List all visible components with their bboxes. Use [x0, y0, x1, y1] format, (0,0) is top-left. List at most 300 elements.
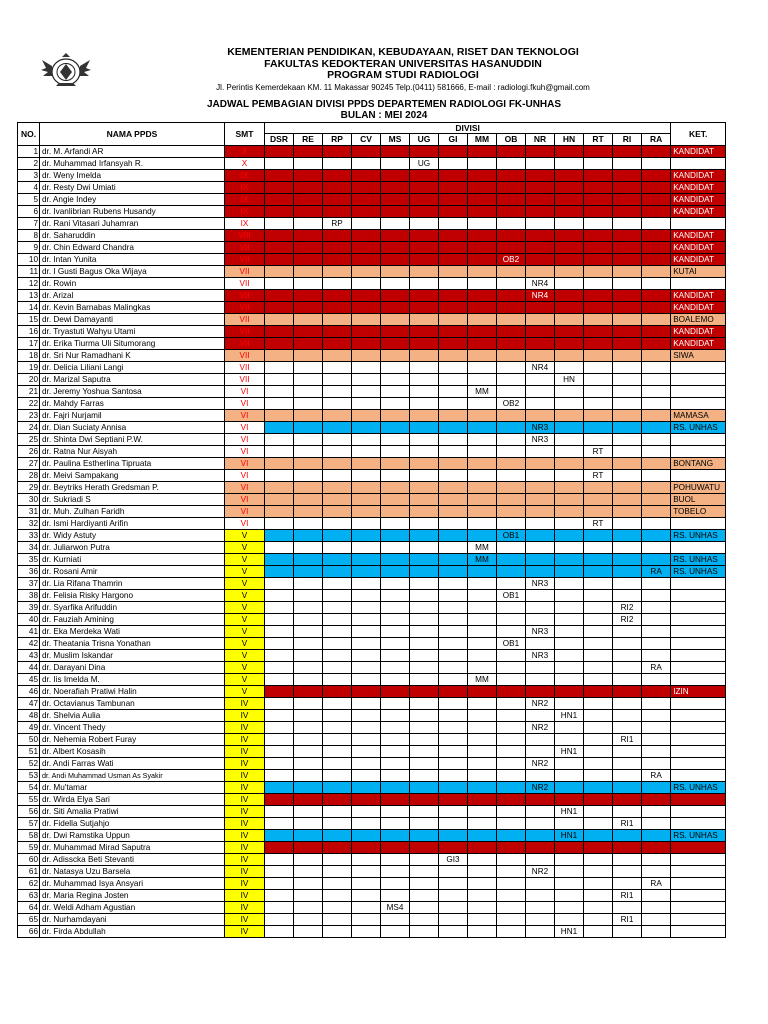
- division-cell: [381, 638, 410, 650]
- resident-name: dr. Andi Muhammad Usman As Syakir: [40, 770, 225, 782]
- division-cell: [294, 434, 323, 446]
- division-cell: [294, 710, 323, 722]
- division-cell: [584, 290, 613, 302]
- table-row: [18, 206, 726, 218]
- schedule-table: [17, 122, 726, 938]
- resident-name: dr. Mahdy Farras: [40, 398, 225, 410]
- division-cell: [584, 482, 613, 494]
- division-cell: [410, 290, 439, 302]
- division-cell: [497, 314, 526, 326]
- division-cell: [410, 170, 439, 182]
- division-cell: [323, 542, 352, 554]
- division-cell: [381, 338, 410, 350]
- table-row: [18, 518, 726, 530]
- resident-name: dr. Fidella Sutjahjo: [40, 818, 225, 830]
- division-cell: [323, 458, 352, 470]
- ministry-name: KEMENTERIAN PENDIDIKAN, KEBUDAYAAN, RISET DAN TEKNOLOGI: [227, 46, 579, 58]
- division-cell: [381, 590, 410, 602]
- division-cell: [265, 902, 294, 914]
- division-cell: [642, 866, 671, 878]
- remark-cell: [671, 914, 726, 926]
- division-cell: [555, 686, 584, 698]
- header-division-rp: RP: [323, 134, 352, 146]
- division-cell: [497, 242, 526, 254]
- division-cell: [468, 434, 497, 446]
- division-cell: [294, 926, 323, 938]
- division-cell: [410, 446, 439, 458]
- division-cell: [468, 218, 497, 230]
- division-cell: [410, 230, 439, 242]
- division-cell: [265, 866, 294, 878]
- division-cell: [642, 506, 671, 518]
- remark-cell: [671, 926, 726, 938]
- division-cell: [410, 206, 439, 218]
- division-cell: [352, 326, 381, 338]
- division-cell: [410, 830, 439, 842]
- resident-name: dr. Iis Imelda M.: [40, 674, 225, 686]
- division-cell: [497, 218, 526, 230]
- division-cell: [497, 422, 526, 434]
- semester-cell: IV: [225, 710, 265, 722]
- division-cell: [265, 410, 294, 422]
- division-cell: [497, 818, 526, 830]
- header-division-cv: CV: [352, 134, 381, 146]
- division-cell: [439, 914, 468, 926]
- division-cell: [526, 302, 555, 314]
- table-row: [18, 890, 726, 902]
- resident-name: dr. Kevin Barnabas Malingkas: [40, 302, 225, 314]
- table-row: [18, 926, 726, 938]
- division-cell: [294, 326, 323, 338]
- division-cell: [584, 314, 613, 326]
- division-cell: [323, 338, 352, 350]
- division-cell: [352, 746, 381, 758]
- division-cell: [410, 674, 439, 686]
- division-cell: [642, 482, 671, 494]
- division-cell: [323, 770, 352, 782]
- row-number: 26: [18, 446, 40, 458]
- division-cell: [294, 890, 323, 902]
- row-number: 27: [18, 458, 40, 470]
- table-row: [18, 158, 726, 170]
- division-cell: [613, 182, 642, 194]
- division-cell: [265, 302, 294, 314]
- division-cell: [381, 158, 410, 170]
- division-cell: [439, 182, 468, 194]
- division-cell: [497, 518, 526, 530]
- division-cell: [584, 422, 613, 434]
- division-cell: [584, 206, 613, 218]
- division-cell: [410, 818, 439, 830]
- division-cell: [497, 722, 526, 734]
- division-cell: [381, 686, 410, 698]
- division-cell: [468, 734, 497, 746]
- division-cell: [352, 866, 381, 878]
- division-cell: [381, 734, 410, 746]
- division-cell: [439, 254, 468, 266]
- division-assignment: HN1: [555, 926, 584, 938]
- division-cell: [613, 770, 642, 782]
- semester-cell: VI: [225, 518, 265, 530]
- division-cell: [642, 278, 671, 290]
- division-cell: [381, 242, 410, 254]
- division-cell: [381, 206, 410, 218]
- division-cell: [381, 266, 410, 278]
- division-cell: [613, 650, 642, 662]
- division-cell: [352, 686, 381, 698]
- division-cell: [265, 746, 294, 758]
- division-cell: [584, 566, 613, 578]
- division-cell: [468, 410, 497, 422]
- remark-cell: [671, 626, 726, 638]
- division-assignment: NR2: [526, 722, 555, 734]
- division-cell: [468, 242, 497, 254]
- division-cell: [642, 818, 671, 830]
- division-cell: [526, 830, 555, 842]
- division-cell: [555, 482, 584, 494]
- division-assignment: UG: [410, 158, 439, 170]
- division-cell: [294, 878, 323, 890]
- division-cell: [381, 806, 410, 818]
- division-cell: [323, 722, 352, 734]
- division-cell: [265, 326, 294, 338]
- table-row: [18, 602, 726, 614]
- division-cell: [584, 674, 613, 686]
- division-cell: [613, 314, 642, 326]
- division-cell: [439, 734, 468, 746]
- division-cell: [526, 326, 555, 338]
- division-cell: [323, 902, 352, 914]
- division-cell: [584, 818, 613, 830]
- remark-cell: POHUWATU: [671, 482, 726, 494]
- semester-cell: IV: [225, 926, 265, 938]
- division-cell: [265, 890, 294, 902]
- table-row: [18, 638, 726, 650]
- division-cell: [381, 650, 410, 662]
- division-cell: [497, 602, 526, 614]
- division-cell: [352, 158, 381, 170]
- resident-name: dr. Rani Vitasari Juhamran: [40, 218, 225, 230]
- division-cell: [265, 554, 294, 566]
- division-cell: [410, 278, 439, 290]
- semester-cell: V: [225, 602, 265, 614]
- division-cell: [439, 158, 468, 170]
- division-cell: [265, 818, 294, 830]
- resident-name: dr. Juliarwon Putra: [40, 542, 225, 554]
- division-cell: [555, 614, 584, 626]
- division-cell: [265, 806, 294, 818]
- division-cell: [265, 290, 294, 302]
- division-assignment: MM: [468, 674, 497, 686]
- division-cell: [352, 230, 381, 242]
- table-row: [18, 866, 726, 878]
- division-cell: [352, 770, 381, 782]
- semester-cell: IV: [225, 794, 265, 806]
- semester-cell: VII: [225, 362, 265, 374]
- row-number: 9: [18, 242, 40, 254]
- division-cell: [555, 518, 584, 530]
- division-cell: [352, 470, 381, 482]
- remark-cell: [671, 386, 726, 398]
- division-cell: [584, 542, 613, 554]
- division-cell: [265, 566, 294, 578]
- division-assignment: MM: [468, 542, 497, 554]
- division-cell: [323, 362, 352, 374]
- division-cell: [439, 782, 468, 794]
- division-cell: [584, 362, 613, 374]
- division-cell: [468, 722, 497, 734]
- table-row: [18, 818, 726, 830]
- division-cell: [555, 854, 584, 866]
- division-cell: [468, 230, 497, 242]
- division-cell: [410, 530, 439, 542]
- division-cell: [352, 278, 381, 290]
- division-cell: [526, 674, 555, 686]
- semester-cell: VII: [225, 266, 265, 278]
- division-cell: [613, 638, 642, 650]
- division-cell: [613, 698, 642, 710]
- division-cell: [555, 326, 584, 338]
- division-cell: [468, 578, 497, 590]
- division-cell: [323, 494, 352, 506]
- division-assignment: HN1: [555, 746, 584, 758]
- division-cell: [555, 638, 584, 650]
- resident-name: dr. Sri Nur Ramadhani K: [40, 350, 225, 362]
- division-cell: [294, 338, 323, 350]
- division-cell: [613, 386, 642, 398]
- division-cell: [352, 242, 381, 254]
- remark-cell: [671, 698, 726, 710]
- division-cell: [642, 734, 671, 746]
- division-cell: [642, 746, 671, 758]
- division-cell: [555, 578, 584, 590]
- division-cell: [323, 626, 352, 638]
- division-cell: [439, 866, 468, 878]
- division-cell: [294, 602, 323, 614]
- header-division-dsr: DSR: [265, 134, 294, 146]
- division-assignment: NR3: [526, 626, 555, 638]
- semester-cell: IX: [225, 182, 265, 194]
- division-cell: [468, 206, 497, 218]
- division-cell: [584, 194, 613, 206]
- division-cell: [555, 446, 584, 458]
- row-number: 5: [18, 194, 40, 206]
- division-cell: [352, 542, 381, 554]
- division-cell: [439, 530, 468, 542]
- table-row: [18, 878, 726, 890]
- division-cell: [265, 530, 294, 542]
- resident-name: dr. Chin Edward Chandra: [40, 242, 225, 254]
- division-cell: [613, 470, 642, 482]
- division-cell: [265, 770, 294, 782]
- division-cell: [497, 662, 526, 674]
- resident-name: dr. Rosani Amir: [40, 566, 225, 578]
- division-cell: [584, 254, 613, 266]
- division-cell: [613, 554, 642, 566]
- division-cell: [381, 230, 410, 242]
- semester-cell: IV: [225, 818, 265, 830]
- division-cell: [526, 338, 555, 350]
- division-cell: [439, 218, 468, 230]
- semester-cell: VI: [225, 506, 265, 518]
- division-cell: [497, 794, 526, 806]
- row-number: 66: [18, 926, 40, 938]
- division-cell: [468, 458, 497, 470]
- remark-cell: RS. UNHAS: [671, 530, 726, 542]
- division-cell: [526, 614, 555, 626]
- row-number: 62: [18, 878, 40, 890]
- division-cell: [497, 146, 526, 158]
- header-division-nr: NR: [526, 134, 555, 146]
- division-cell: [497, 710, 526, 722]
- division-cell: [497, 326, 526, 338]
- resident-name: dr. Dwi Ramstika Uppun: [40, 830, 225, 842]
- division-cell: [381, 362, 410, 374]
- division-cell: [410, 506, 439, 518]
- remark-cell: [671, 674, 726, 686]
- division-cell: [323, 914, 352, 926]
- division-cell: [381, 890, 410, 902]
- division-cell: [555, 194, 584, 206]
- division-cell: [584, 902, 613, 914]
- division-cell: [555, 230, 584, 242]
- program-name: PROGRAM STUDI RADIOLOGI: [327, 69, 479, 81]
- semester-cell: IV: [225, 902, 265, 914]
- division-cell: [265, 218, 294, 230]
- division-cell: [613, 926, 642, 938]
- division-cell: [642, 902, 671, 914]
- division-cell: [613, 686, 642, 698]
- remark-cell: [671, 722, 726, 734]
- remark-cell: [671, 854, 726, 866]
- division-cell: [642, 650, 671, 662]
- division-cell: [497, 266, 526, 278]
- division-cell: [294, 218, 323, 230]
- resident-name: dr. Mu'tamar: [40, 782, 225, 794]
- division-cell: [526, 770, 555, 782]
- division-cell: [526, 878, 555, 890]
- division-cell: [265, 194, 294, 206]
- division-cell: [555, 434, 584, 446]
- row-number: 8: [18, 230, 40, 242]
- division-cell: [642, 302, 671, 314]
- header-division-mm: MM: [468, 134, 497, 146]
- remark-cell: [671, 650, 726, 662]
- division-assignment: NR4: [526, 278, 555, 290]
- division-cell: [410, 554, 439, 566]
- division-cell: [265, 782, 294, 794]
- division-cell: [497, 542, 526, 554]
- division-cell: [613, 170, 642, 182]
- resident-name: dr. Andi Farras Wati: [40, 758, 225, 770]
- division-cell: [439, 170, 468, 182]
- table-row: [18, 242, 726, 254]
- division-cell: [526, 494, 555, 506]
- division-cell: [381, 326, 410, 338]
- table-row: [18, 290, 726, 302]
- semester-cell: V: [225, 614, 265, 626]
- division-cell: [584, 806, 613, 818]
- resident-name: dr. Siti Amalia Pratiwi: [40, 806, 225, 818]
- division-cell: [468, 626, 497, 638]
- division-cell: [555, 878, 584, 890]
- division-assignment: RA: [642, 770, 671, 782]
- division-cell: [497, 302, 526, 314]
- division-cell: [468, 530, 497, 542]
- division-cell: [381, 506, 410, 518]
- division-cell: [410, 350, 439, 362]
- division-assignment: RP: [323, 218, 352, 230]
- table-row: [18, 650, 726, 662]
- resident-name: dr. Angie Indey: [40, 194, 225, 206]
- table-row: [18, 566, 726, 578]
- division-cell: [265, 254, 294, 266]
- division-cell: [526, 254, 555, 266]
- division-cell: [526, 890, 555, 902]
- division-cell: [410, 434, 439, 446]
- semester-cell: IV: [225, 722, 265, 734]
- resident-name: dr. Beytriks Herath Gredsman P.: [40, 482, 225, 494]
- division-assignment: OB1: [497, 590, 526, 602]
- division-cell: [526, 542, 555, 554]
- row-number: 10: [18, 254, 40, 266]
- division-cell: [323, 926, 352, 938]
- division-cell: [468, 314, 497, 326]
- division-cell: [294, 314, 323, 326]
- division-cell: [294, 542, 323, 554]
- semester-cell: IX: [225, 218, 265, 230]
- division-cell: [265, 602, 294, 614]
- division-cell: [584, 170, 613, 182]
- resident-name: dr. Widy Astuty: [40, 530, 225, 542]
- division-cell: [584, 302, 613, 314]
- division-cell: [439, 590, 468, 602]
- division-cell: [642, 254, 671, 266]
- semester-cell: V: [225, 638, 265, 650]
- remark-cell: KANDIDAT: [671, 206, 726, 218]
- division-cell: [381, 866, 410, 878]
- division-cell: [352, 710, 381, 722]
- division-cell: [294, 746, 323, 758]
- division-cell: [526, 842, 555, 854]
- division-cell: [555, 422, 584, 434]
- division-cell: [526, 386, 555, 398]
- division-cell: [642, 638, 671, 650]
- division-cell: [265, 350, 294, 362]
- division-cell: [613, 878, 642, 890]
- division-cell: [497, 614, 526, 626]
- resident-name: dr. Maria Regina Josten: [40, 890, 225, 902]
- division-cell: [584, 182, 613, 194]
- division-cell: [526, 194, 555, 206]
- division-cell: [584, 374, 613, 386]
- division-cell: [294, 842, 323, 854]
- division-cell: [497, 482, 526, 494]
- division-cell: [584, 266, 613, 278]
- division-cell: [381, 830, 410, 842]
- division-cell: [381, 566, 410, 578]
- division-cell: [468, 278, 497, 290]
- division-cell: [497, 878, 526, 890]
- division-cell: [381, 482, 410, 494]
- row-number: 47: [18, 698, 40, 710]
- division-cell: [439, 542, 468, 554]
- division-cell: [642, 842, 671, 854]
- remark-cell: [671, 866, 726, 878]
- semester-cell: IV: [225, 890, 265, 902]
- division-cell: [584, 614, 613, 626]
- semester-cell: VIII: [225, 230, 265, 242]
